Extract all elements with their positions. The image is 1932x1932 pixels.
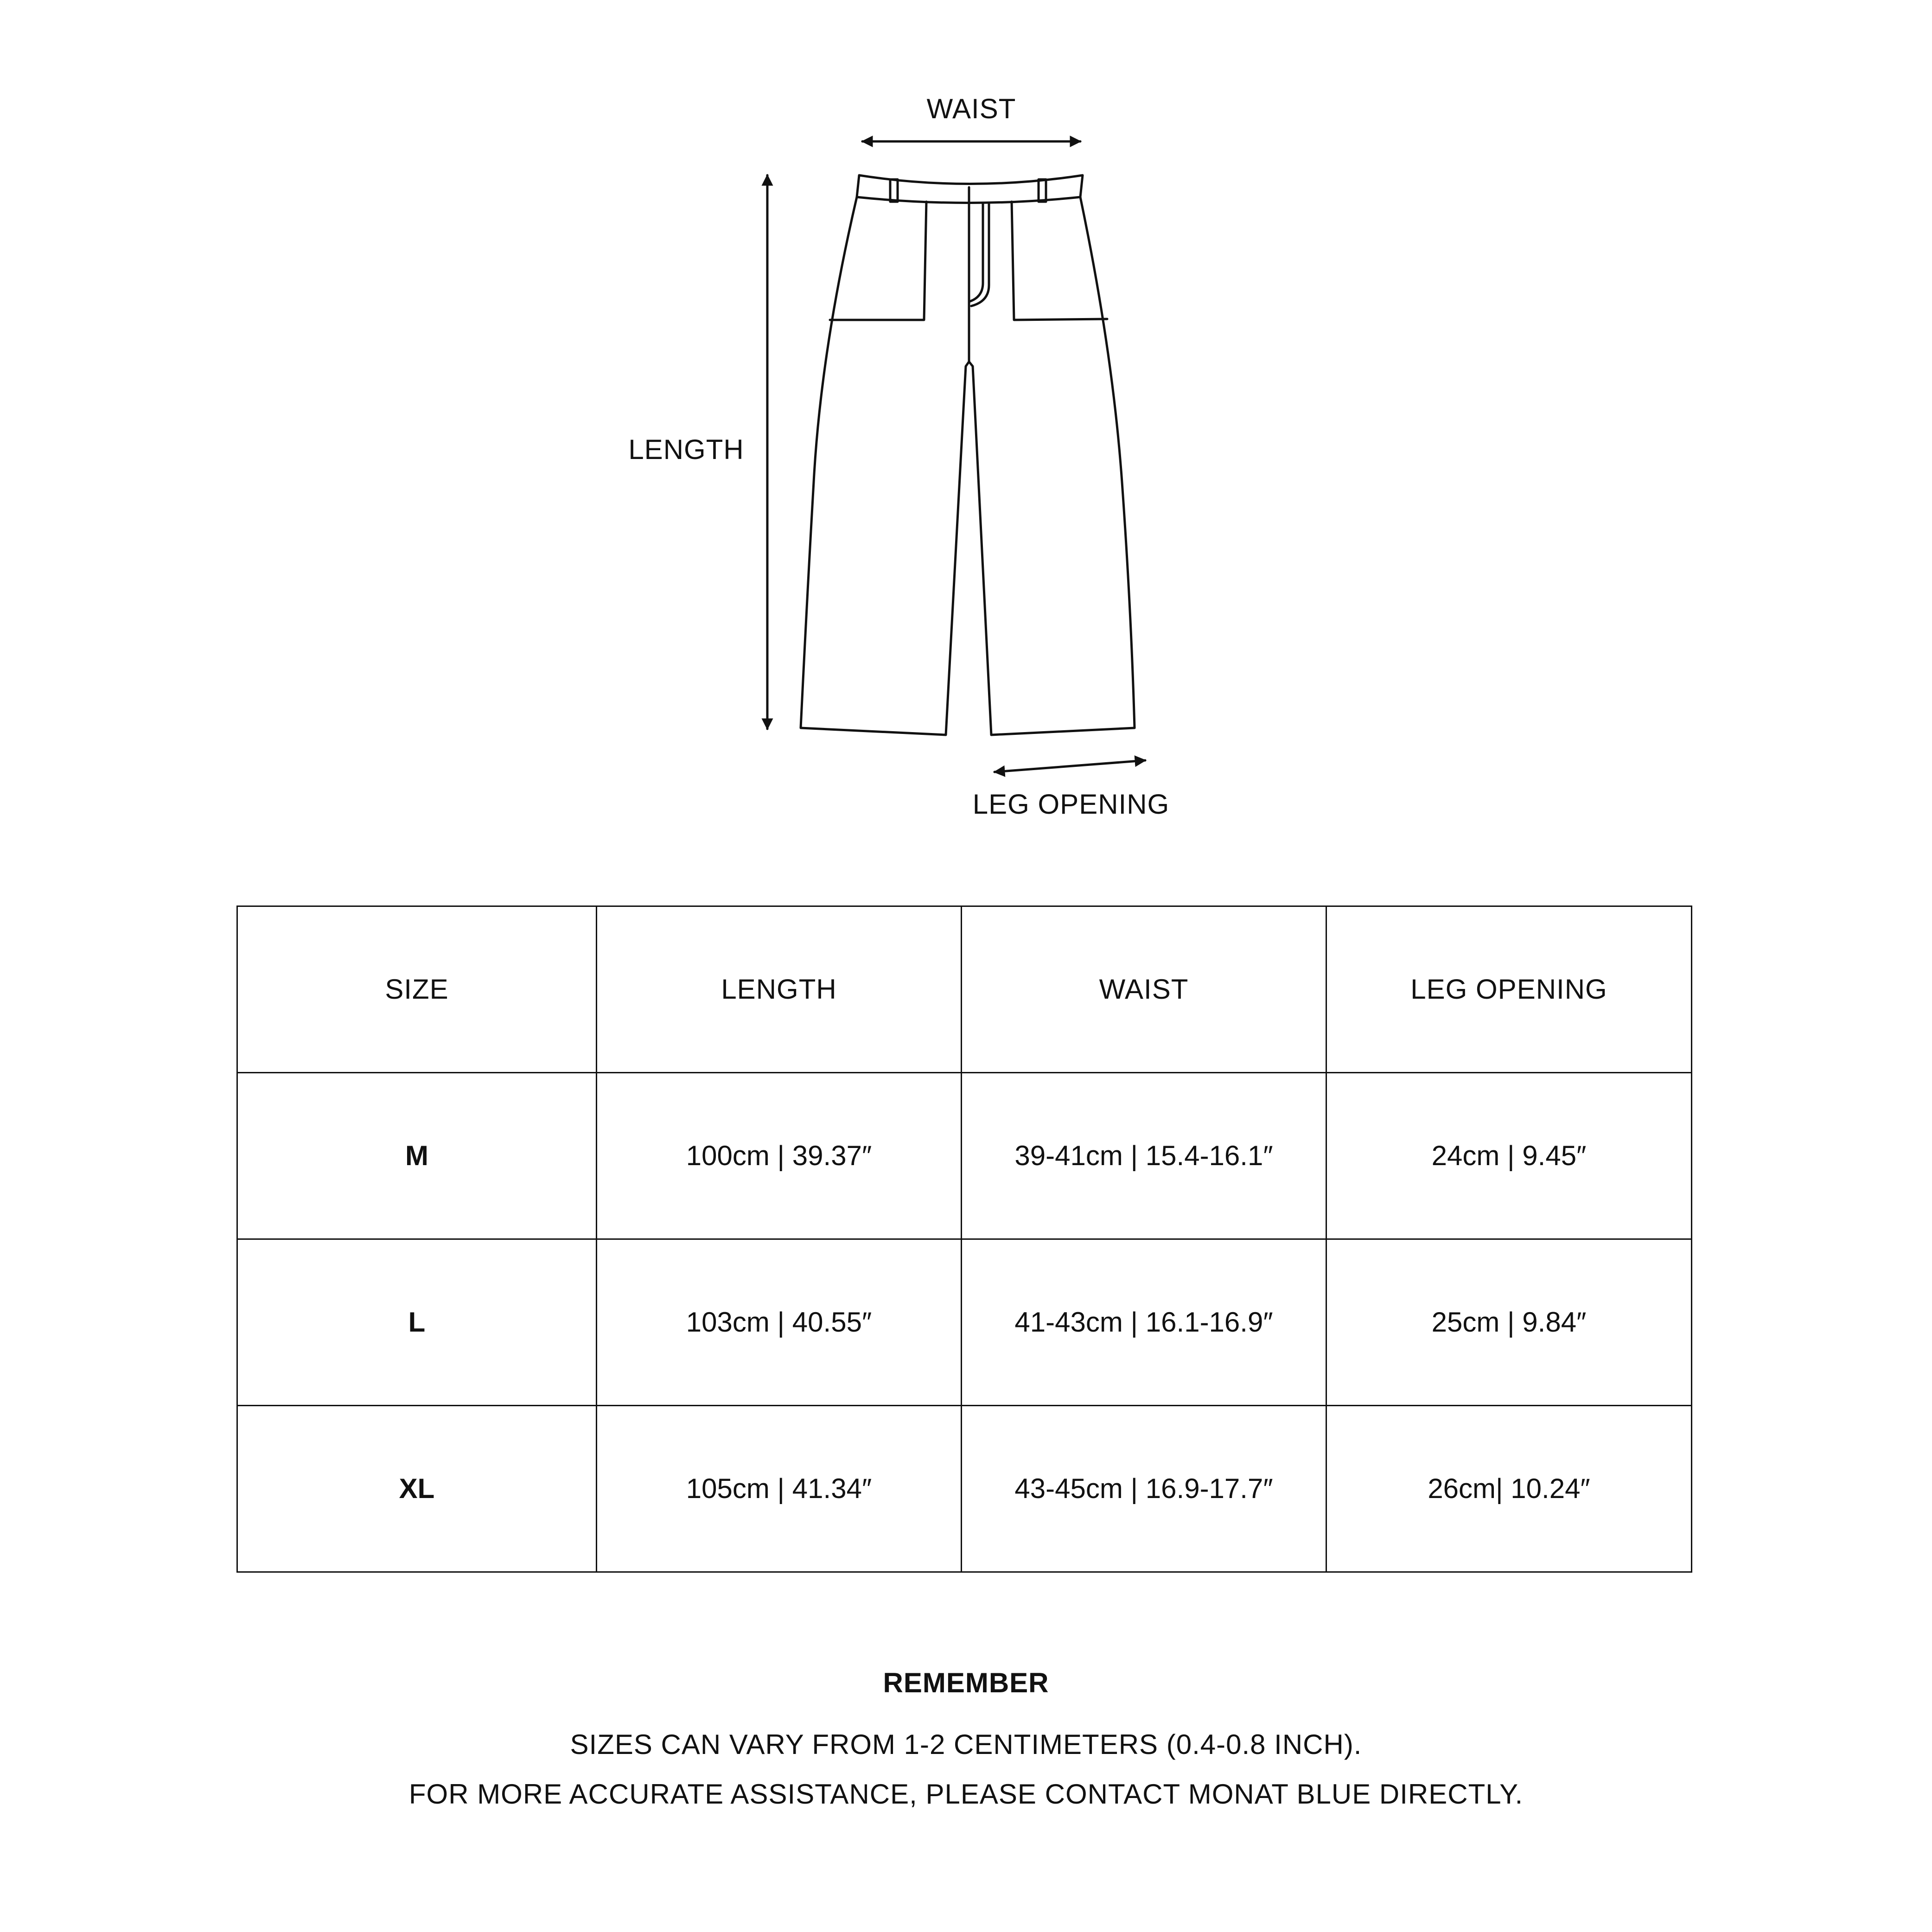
note-line: FOR MORE ACCURATE ASSISTANCE, PLEASE CONTACT MONAT BLUE DIRECTLY. <box>408 1779 1524 1810</box>
note-title: REMEMBER <box>883 1667 1049 1698</box>
waist-cell: 43-45cm | 16.9-17.7″ <box>962 1406 1326 1572</box>
note-line: SIZES CAN VARY FROM 1-2 CENTIMETERS (0.4-0.8 INCH). <box>570 1729 1362 1760</box>
waist-cell: 39-41cm | 15.4-16.1″ <box>962 1073 1326 1239</box>
table-row <box>237 1073 1692 1239</box>
leg-opening-cell: 24cm | 9.45″ <box>1326 1073 1692 1239</box>
length-cell: 100cm | 39.37″ <box>597 1073 962 1239</box>
length-cell: 103cm | 40.55″ <box>597 1239 962 1406</box>
size-cell: M <box>237 1073 597 1239</box>
table-row <box>237 1406 1692 1572</box>
pants-diagram <box>0 0 1932 881</box>
waist-label: WAIST <box>926 93 1016 124</box>
leg-opening-label: LEG OPENING <box>972 789 1170 820</box>
size-cell: L <box>237 1239 597 1406</box>
leg-opening-arrow <box>995 760 1145 772</box>
waist-cell: 41-43cm | 16.1-16.9″ <box>962 1239 1326 1406</box>
leg-opening-cell: 26cm| 10.24″ <box>1326 1406 1692 1572</box>
table-header-row <box>237 906 1692 1073</box>
length-cell: 105cm | 41.34″ <box>597 1406 962 1572</box>
table-row <box>237 1239 1692 1406</box>
header-leg-opening: LEG OPENING <box>1326 906 1692 1073</box>
pants-outline <box>801 175 1135 735</box>
header-waist: WAIST <box>962 906 1326 1073</box>
header-size: SIZE <box>237 906 597 1073</box>
header-length: LENGTH <box>597 906 962 1073</box>
length-label: LENGTH <box>628 434 744 465</box>
leg-opening-cell: 25cm | 9.84″ <box>1326 1239 1692 1406</box>
size-chart-table <box>236 905 1692 1573</box>
size-cell: XL <box>237 1406 597 1572</box>
